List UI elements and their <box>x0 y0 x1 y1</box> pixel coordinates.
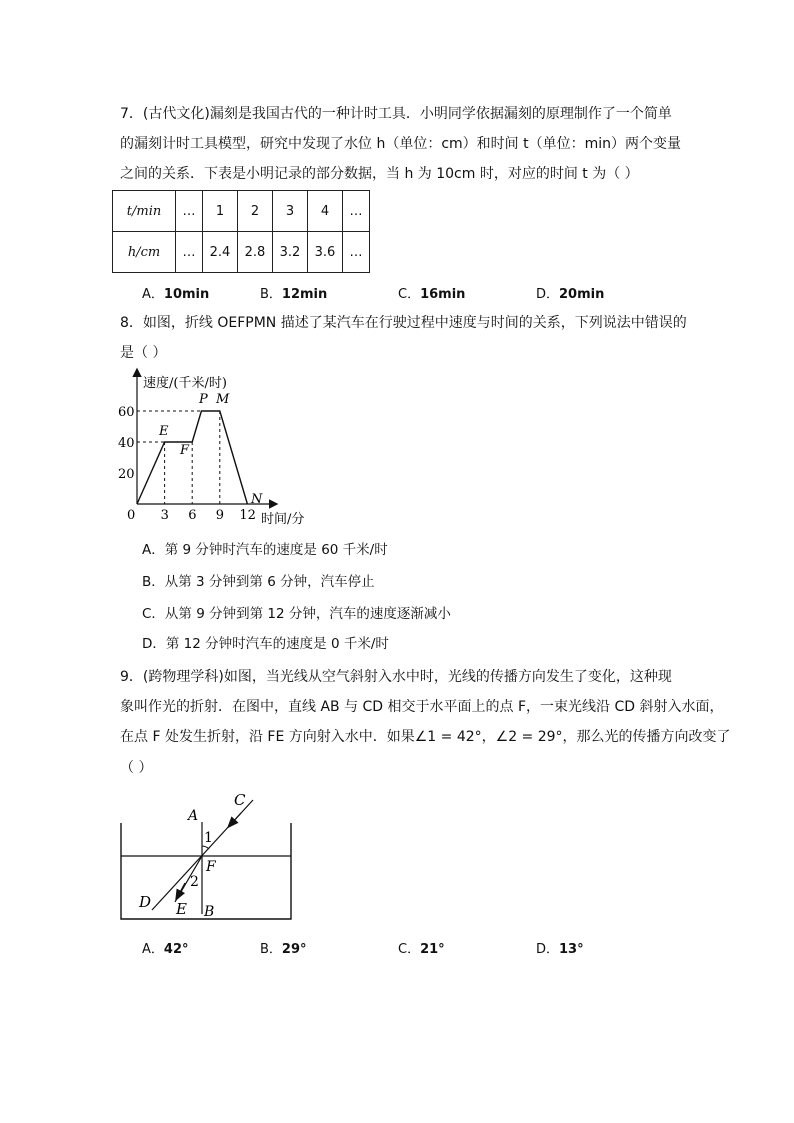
q7-data-table <box>112 190 370 273</box>
option-label: D． <box>536 942 560 957</box>
point-label-f: F <box>180 443 190 458</box>
origin-label: 0 <box>127 508 136 523</box>
refraction-figure <box>110 786 310 926</box>
x-tick-label: 6 <box>188 508 197 523</box>
q7-option-b[interactable] <box>260 283 327 302</box>
option-label: A． <box>142 287 164 302</box>
label-f: F <box>206 859 216 875</box>
option-label: B． <box>260 942 282 957</box>
label-d: D <box>139 893 152 911</box>
q8-line-2: 是（ ） <box>120 345 167 361</box>
option-text: 42° <box>163 942 189 957</box>
table-cell: 3 <box>273 191 308 232</box>
label-a: A <box>188 808 199 824</box>
label-c: C <box>234 791 246 809</box>
option-text: 20min <box>559 287 605 302</box>
y-axis-title: 速度/(千米/时) <box>143 376 227 391</box>
q9-option-a[interactable] <box>142 938 189 957</box>
q8-option-a[interactable]: A．第 9 分钟时汽车的速度是 60 千米/时 <box>142 542 388 558</box>
option-text: 13° <box>559 942 584 957</box>
y-tick-label: 20 <box>118 467 135 482</box>
option-text: 12min <box>281 287 328 302</box>
q8-line-1: 8．如图，折线 OEFPMN 描述了某汽车在行驶过程中速度与时间的关系，下列说法中错误的 <box>120 315 687 331</box>
q8-option-d[interactable]: D．第 12 分钟时汽车的速度是 0 千米/时 <box>142 636 389 652</box>
label-angle-1: 1 <box>204 830 213 846</box>
q9-option-d[interactable] <box>536 938 584 957</box>
option-label: A． <box>142 942 164 957</box>
refracted-arrow <box>178 883 185 896</box>
q7-option-a[interactable] <box>142 283 209 302</box>
table-cell: 3.2 <box>273 232 308 273</box>
label-b: B <box>204 904 215 920</box>
guide-lines <box>137 411 220 504</box>
q9-line-2: 象叫作光的折射．在图中，直线 AB 与 CD 相交于水平面上的点 F，一束光线沿 CD 斜射入水面， <box>120 699 724 715</box>
incident-arrow <box>231 813 241 824</box>
x-tick-label: 12 <box>239 508 256 523</box>
table-cell: t/min <box>113 191 176 232</box>
table-cell: h/cm <box>113 232 176 273</box>
q9-option-c[interactable] <box>398 938 445 957</box>
table-cell: 2.8 <box>238 232 273 273</box>
point-label-e: E <box>159 424 169 439</box>
point-label-n: N <box>251 492 263 507</box>
label-e: E <box>176 900 187 918</box>
table-row <box>113 191 370 232</box>
x-tick-label: 9 <box>215 508 225 523</box>
q7-line-1: 7．(古代文化)漏刻是我国古代的一种计时工具．小明同学依据漏刻的原理制作了一个简单 <box>120 106 672 122</box>
y-tick-label: 40 <box>118 436 135 451</box>
y-tick-labels <box>118 405 135 482</box>
option-label: C． <box>398 287 421 302</box>
q8-option-b[interactable]: B．从第 3 分钟到第 6 分钟，汽车停止 <box>142 574 375 590</box>
table-cell: 2.4 <box>203 232 238 273</box>
q7-line-2: 的漏刻计时工具模型，研究中发现了水位 h（单位：cm）和时间 t（单位：min）两个变量 <box>120 136 681 152</box>
option-label: D． <box>536 287 560 302</box>
table-cell: 3.6 <box>308 232 343 273</box>
q9-line-1: 9．(跨物理学科)如图，当光线从空气斜射入水中时，光线的传播方向发生了变化，这种现 <box>120 669 672 685</box>
table-cell: … <box>343 191 370 232</box>
y-tick-label: 60 <box>118 405 135 420</box>
table-cell: 4 <box>308 191 343 232</box>
point-label-p: P <box>199 392 208 407</box>
x-tick-label: 3 <box>160 508 169 523</box>
option-label: C． <box>398 942 421 957</box>
q7-option-c[interactable] <box>398 283 465 302</box>
point-label-m: M <box>216 392 230 407</box>
speed-time-graph <box>110 366 350 532</box>
option-text: 29° <box>281 942 307 957</box>
option-text: 21° <box>420 942 445 957</box>
table-cell: 2 <box>238 191 273 232</box>
table-cell: … <box>176 232 203 273</box>
table-cell: … <box>343 232 370 273</box>
label-angle-2: 2 <box>190 874 199 890</box>
angle-arc <box>202 846 209 849</box>
q9-line-3: 在点 F 处发生折射，沿 FE 方向射入水中．如果∠1 = 42°，∠2 = 29°，那么光的传播方向改变了 <box>120 729 731 745</box>
q9-line-4: （ ） <box>120 760 153 776</box>
q7-option-d[interactable] <box>536 283 604 302</box>
option-text: 10min <box>163 287 210 302</box>
q9-option-b[interactable] <box>260 938 307 957</box>
x-tick-labels <box>161 508 256 523</box>
q8-option-c[interactable]: C．从第 9 分钟到第 12 分钟，汽车的速度逐渐减小 <box>142 606 451 622</box>
x-axis-title: 时间/分 <box>261 512 305 527</box>
table-cell: 1 <box>203 191 238 232</box>
table-row <box>113 232 370 273</box>
table-cell: … <box>176 191 203 232</box>
option-label: B． <box>260 287 282 302</box>
option-text: 16min <box>420 287 466 302</box>
q7-line-3: 之间的关系．下表是小明记录的部分数据，当 h 为 10cm 时，对应的时间 t 为（ ） <box>120 166 639 182</box>
